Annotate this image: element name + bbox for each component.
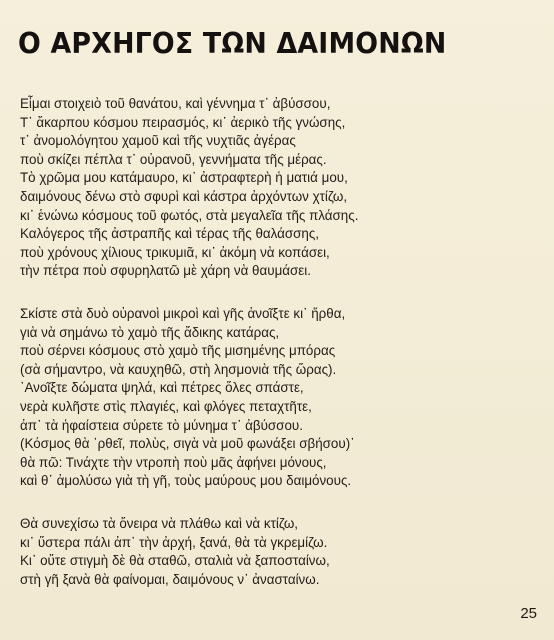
- poem-line: νερὰ κυλῆστε στὶς πλαγιές, καὶ φλόγες πεταχτῆτε,: [20, 398, 312, 414]
- poem-line: Κι᾽ οὔτε στιγμὴ δὲ θὰ σταθῶ, σταλιὰ νὰ ξαποσταίνω,: [20, 553, 330, 569]
- poem-line: γιὰ νὰ σημάνω τὸ χαμὸ τῆς ἄδικης κατάρας,: [20, 324, 280, 340]
- stanza-3: [20, 515, 540, 589]
- poem-line: κι᾽ ἑνώνω κόσμους τοῦ φωτός, στὰ μεγαλεῖα τῆς πλάσης.: [20, 207, 359, 223]
- poem-title: Ο ΑΡΧΗΓΟΣ ΤΩΝ ΔΑΙΜΟΝΩΝ: [18, 27, 447, 60]
- poem-line: (σὰ σήμαντρο, νὰ καυχηθῶ, στὴ λησμονιὰ τῆς ὥρας).: [20, 361, 337, 377]
- poem-line: Εἶμαι στοιχειὸ τοῦ θανάτου, καὶ γέννημα τ᾽ ἀβύσσου,: [20, 96, 331, 111]
- poem-line: θὰ πῶ: Τινάχτε τὴν ντροπὴ ποὺ μᾶς ἀφήνει μόνους,: [20, 454, 327, 470]
- poem-line: Σκίστε στὰ δυὸ οὐρανοὶ μικροὶ καὶ γῆς ἀνοῖξτε κι᾽ ἤρθα,: [20, 306, 346, 321]
- stanza-2: [20, 305, 540, 491]
- poem-line: ποὺ σέρνει κόσμους στὸ χαμὸ τῆς μισημένης μπόρας: [20, 343, 336, 359]
- poem-line: Καλόγερος τῆς ἀστραπῆς καὶ τέρας τῆς θαλάσσης,: [20, 226, 320, 242]
- poem-line: τ᾽ ἀνομολόγητου χαμοῦ καὶ τῆς νυχτιᾶς ἀγέρας: [20, 133, 296, 149]
- poem-line: τὴν πέτρα ποὺ σφυρηλατῶ μὲ χάρη νὰ θαυμάσει.: [20, 263, 311, 279]
- poem-line: (Κόσμος θὰ ᾽ρθεῖ, πολὺς, σιγὰ νὰ μοῦ φωνάξει σβήσου)᾽: [20, 436, 355, 452]
- poem-line: ἀπ᾽ τὰ ἡφαίστεια σύρετε τὸ μύνημα τ᾽ ἀβύσσου.: [20, 417, 303, 433]
- poem-line: Θὰ συνεχίσω τὰ ὄνειρα νὰ πλάθω καὶ νὰ κτίζω,: [20, 516, 299, 531]
- stanza-1: [20, 95, 540, 281]
- poem-line: Τὸ χρῶμα μου κατάμαυρο, κι᾽ ἀστραφτερὴ ἡ ματιά μου,: [20, 170, 348, 186]
- poem-line: ποὺ σκίζει πέπλα τ᾽ οὐρανοῦ, γεννήματα τῆς μέρας.: [20, 151, 327, 167]
- poem-line: δαιμόνους δένω στὸ σφυρὶ καὶ κάστρα ἀρχόντων χτίζω,: [20, 188, 348, 204]
- poem-line: ποὺ χρόνους χίλιους τρικυμιᾶ, κι᾽ ἀκόμη νὰ κοπάσει,: [20, 244, 330, 260]
- page-number: 25: [520, 605, 537, 622]
- poem-line: καὶ θ᾽ ἀμολύσω γιὰ τὴ γῆ, τοὺς μαύρους μου δαιμόνους.: [20, 473, 352, 489]
- poem-line: κι᾽ ὕστερα πάλι ἀπ᾽ τὴν ἀρχή, ξανά, θὰ τὰ γκρεμίζω.: [20, 534, 328, 550]
- poem-line: Τ᾽ ἄκαρπου κόσμου πειρασμός, κι᾽ ἀερικὸ τῆς γνώσης,: [20, 114, 346, 130]
- poem-line: ᾽Ανοῖξτε δώματα ψηλά, καὶ πέτρες ὅλες σπάστε,: [20, 380, 304, 396]
- poem-line: στὴ γῆ ξανὰ θὰ φαίνομαι, δαιμόνους ν᾽ ἀνασταίνω.: [20, 571, 320, 587]
